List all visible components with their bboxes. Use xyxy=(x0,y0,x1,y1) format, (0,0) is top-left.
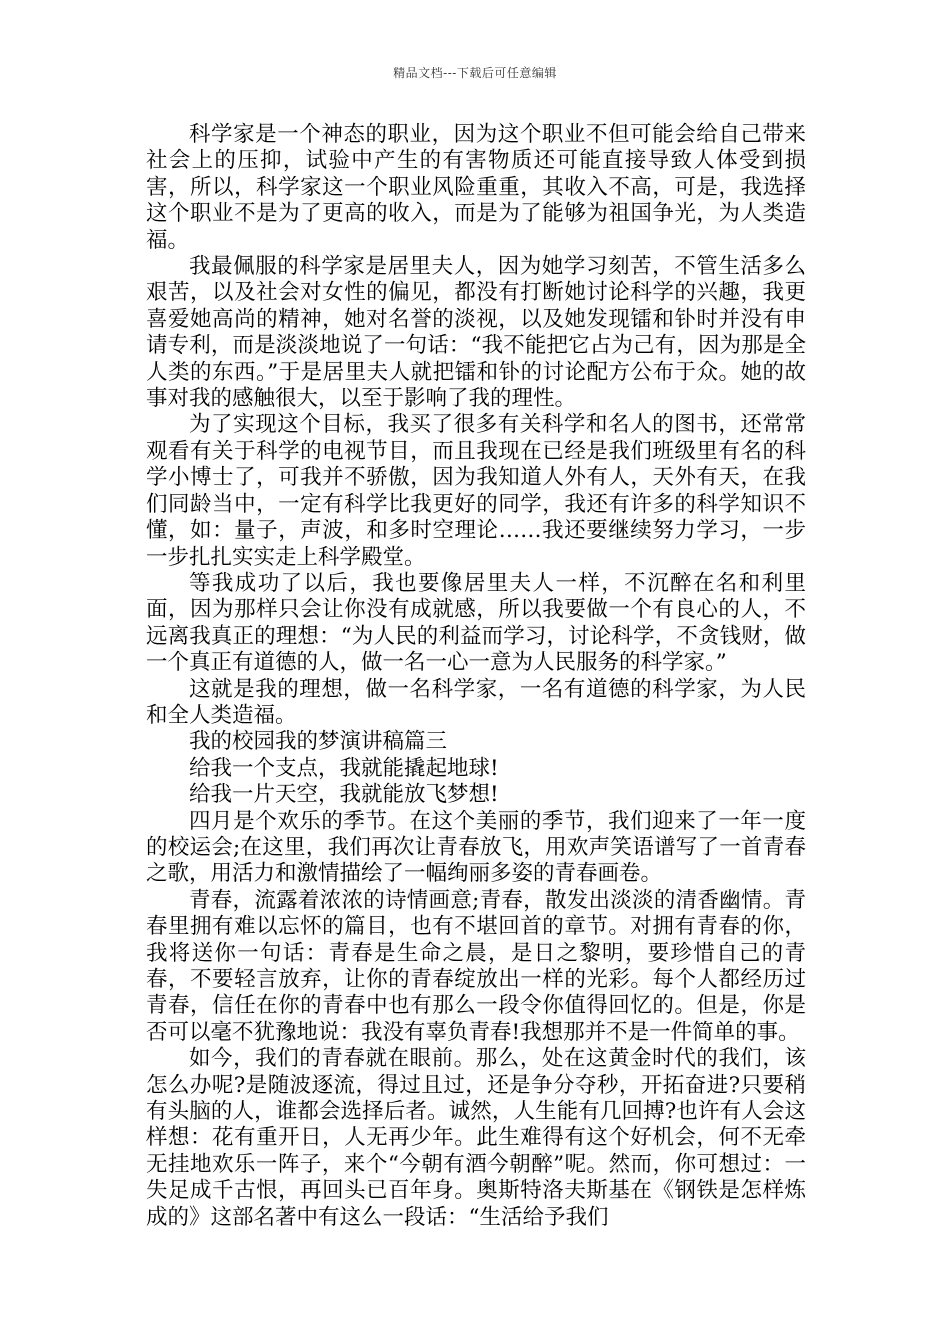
paragraph: 我最佩服的科学家是居里夫人，因为她学习刻苦，不管生活多么艰苦，以及社会对女性的偏见，都没有打断她讨论科学的兴趣，我更喜爱她高尚的精神，她对名誉的淡视，以及她发现镭和钋时并没有申请专利，而是淡淡地说了一句话：“我不能把它占为己有，因为那是全人类的东西。”于是居里夫人就把镭和钋的讨论配方公布于众。她的故事对我的感触很大，以至于影响了我的理性。 xyxy=(146,254,806,412)
section-title: 我的校园我的梦演讲稿篇三 xyxy=(189,729,448,755)
paragraph: 给我一片天空，我就能放飞梦想! xyxy=(189,782,499,808)
paragraph: 给我一个支点，我就能撬起地球! xyxy=(189,755,499,781)
paragraph: 科学家是一个神态的职业，因为这个职业不但可能会给自己带来社会上的压抑，试验中产生的有害物质还可能直接导致人体受到损害，所以，科学家这一个职业风险重重，其收入不高，可是，我选择这个职业不是为了更高的收入，而是为了能够为祖国争光，为人类造福。 xyxy=(146,122,806,253)
paragraph: 如今，我们的青春就在眼前。那么，处在这黄金时代的我们，该怎么办呢?是随波逐流，得过且过，还是争分夺秒，开拓奋进?只要稍有头脑的人，谁都会选择后者。诚然，人生能有几回搏?也许有人会这样想：花有重开日，人无再少年。此生难得有这个好机会，何不无牵无挂地欢乐一阵子，来个“今朝有酒今朝醉”呢。然而，你可想过：一失足成千古恨，再回头已百年身。奥斯特洛夫斯基在《钢铁是怎样炼成的》这部名著中有这么一段话：“生活给予我们 xyxy=(146,1046,806,1230)
paragraph: 为了实现这个目标，我买了很多有关科学和名人的图书，还常常观看有关于科学的电视节目，而且我现在已经是我们班级里有名的科学小博士了，可我并不骄傲，因为我知道人外有人，天外有天，在我们同龄当中，一定有科学比我更好的同学，我还有许多的科学知识不懂，如：量子，声波，和多时空理论……我还要继续努力学习，一步一步扎扎实实走上科学殿堂。 xyxy=(146,412,806,570)
paragraph: 四月是个欢乐的季节。在这个美丽的季节，我们迎来了一年一度的校运会;在这里，我们再次让青春放飞，用欢声笑语谱写了一首青春之歌，用活力和激情描绘了一幅绚丽多姿的青春画卷。 xyxy=(146,808,806,887)
page-header: 精品文档---下载后可任意编辑 xyxy=(393,66,557,80)
paragraph: 等我成功了以后，我也要像居里夫人一样，不沉醉在名和利里面，因为那样只会让你没有成就感，所以我要做一个有良心的人，不远离我真正的理想：“为人民的利益而学习，讨论科学，不贪钱财，做一个真正有道德的人，做一名一心一意为人民服务的科学家。” xyxy=(146,570,806,676)
paragraph: 青春，流露着浓浓的诗情画意;青春，散发出淡淡的清香幽情。青春里拥有难以忘怀的篇目，也有不堪回首的章节。对拥有青春的你，我将送你一句话：青春是生命之晨，是日之黎明，要珍惜自己的青春，不要轻言放弃，让你的青春绽放出一样的光彩。每个人都经历过青春，信任在你的青春中也有那么一段令你值得回忆的。但是，你是否可以毫不犹豫地说：我没有辜负青春!我想那并不是一件简单的事。 xyxy=(146,887,806,1045)
paragraph: 这就是我的理想，做一名科学家，一名有道德的科学家，为人民和全人类造福。 xyxy=(146,676,806,728)
document-body xyxy=(146,122,806,1231)
